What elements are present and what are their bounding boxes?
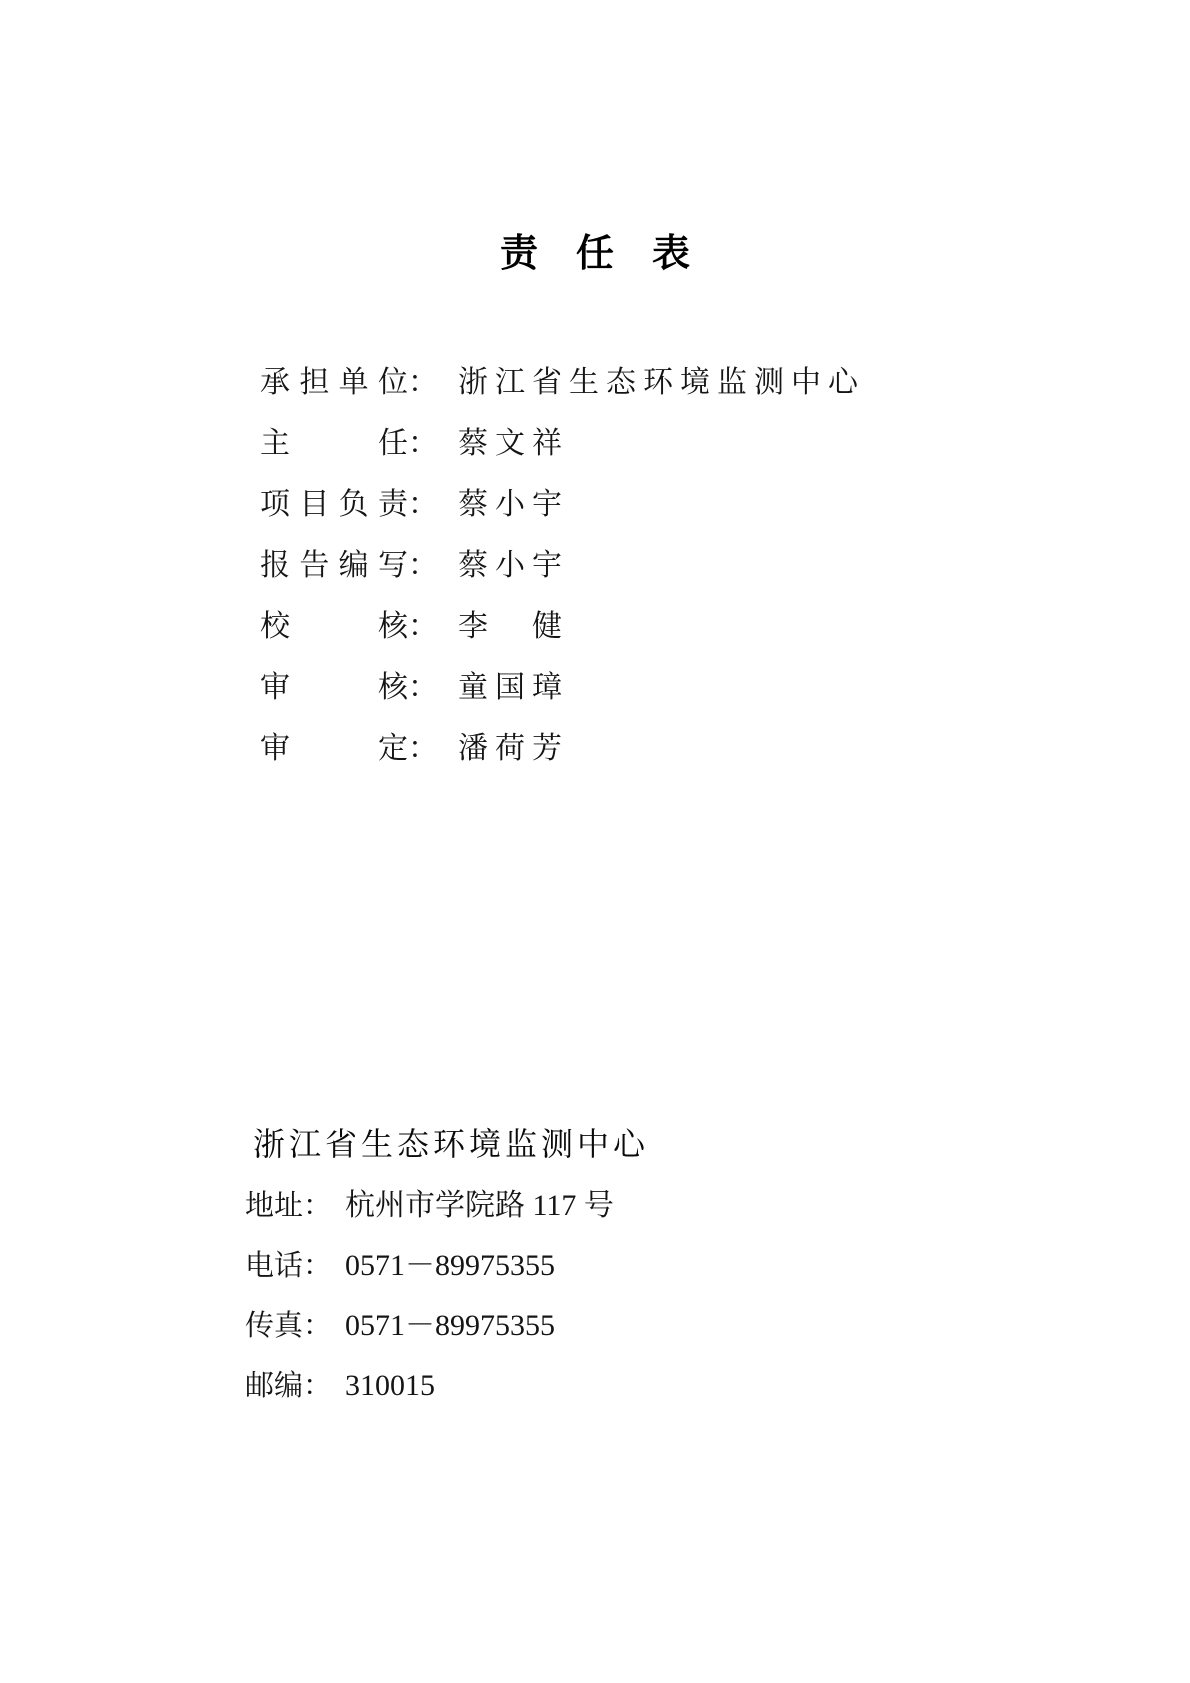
label-char: 任	[378, 426, 408, 460]
label-char: 单	[338, 365, 369, 399]
label-char: 负	[338, 487, 369, 521]
label-char: 目	[299, 487, 330, 521]
contact-row	[245, 1176, 649, 1236]
label-char: 担	[299, 365, 330, 399]
row-value: 蔡小宇	[458, 487, 569, 521]
contact-colon: ：	[303, 1369, 333, 1402]
row-label	[260, 365, 408, 399]
contact-value: 310015	[345, 1369, 436, 1402]
responsibility-row	[260, 474, 865, 535]
organization-name: 浙江省生态环境监测中心	[253, 1126, 650, 1162]
responsibility-row	[260, 413, 865, 474]
label-char: 承	[260, 365, 290, 399]
row-value: 童国璋	[458, 670, 569, 704]
contact-colon: ：	[303, 1309, 333, 1342]
label-char: 审	[260, 670, 290, 704]
label-char: 核	[378, 609, 408, 643]
contact-colon: ：	[303, 1249, 333, 1282]
contact-label: 传真	[245, 1309, 304, 1342]
label-char: 编	[338, 548, 369, 582]
row-value: 蔡小宇	[458, 548, 569, 582]
label-char: 校	[260, 609, 290, 643]
row-colon: ：	[408, 609, 438, 643]
footer-block	[245, 1112, 649, 1416]
contact-label: 地址	[245, 1189, 304, 1222]
responsibility-table	[260, 352, 865, 779]
row-value: 蔡文祥	[458, 426, 569, 460]
contact-colon: ：	[303, 1189, 333, 1222]
row-colon: ：	[408, 670, 438, 704]
row-value: 浙江省生态环境监测中心	[458, 365, 865, 399]
label-char: 项	[260, 487, 290, 521]
label-char: 告	[299, 548, 330, 582]
contact-value: 0571－89975355	[345, 1249, 556, 1282]
contact-row	[245, 1236, 649, 1296]
label-char: 报	[260, 548, 290, 582]
label-char: 位	[377, 365, 408, 399]
row-label	[260, 426, 408, 460]
label-char: 写	[377, 548, 408, 582]
label-char: 定	[378, 731, 408, 765]
label-char: 审	[260, 731, 290, 765]
contact-row	[245, 1296, 649, 1356]
contact-value: 杭州市学院路 117 号	[345, 1189, 614, 1222]
contact-label: 邮编	[245, 1369, 304, 1402]
row-colon: ：	[408, 548, 438, 582]
contact-value: 0571－89975355	[345, 1309, 556, 1342]
row-label	[260, 487, 408, 521]
row-value: 潘荷芳	[458, 731, 569, 765]
responsibility-row	[260, 657, 865, 718]
row-colon: ：	[408, 731, 438, 765]
label-char: 责	[377, 487, 408, 521]
row-label	[260, 609, 408, 643]
row-label	[260, 548, 408, 582]
contact-list	[245, 1176, 649, 1416]
label-char: 核	[378, 670, 408, 704]
row-value: 李 健	[458, 609, 569, 643]
contact-label: 电话	[245, 1249, 304, 1282]
row-colon: ：	[408, 487, 438, 521]
row-colon: ：	[408, 426, 438, 460]
responsibility-row	[260, 535, 865, 596]
responsibility-row	[260, 718, 865, 779]
label-char: 主	[260, 426, 290, 460]
page-title: 责 任 表	[499, 233, 690, 275]
responsibility-row	[260, 596, 865, 657]
responsibility-row	[260, 352, 865, 413]
row-label	[260, 731, 408, 765]
contact-row	[245, 1356, 649, 1416]
row-label	[260, 670, 408, 704]
row-colon: ：	[408, 365, 438, 399]
